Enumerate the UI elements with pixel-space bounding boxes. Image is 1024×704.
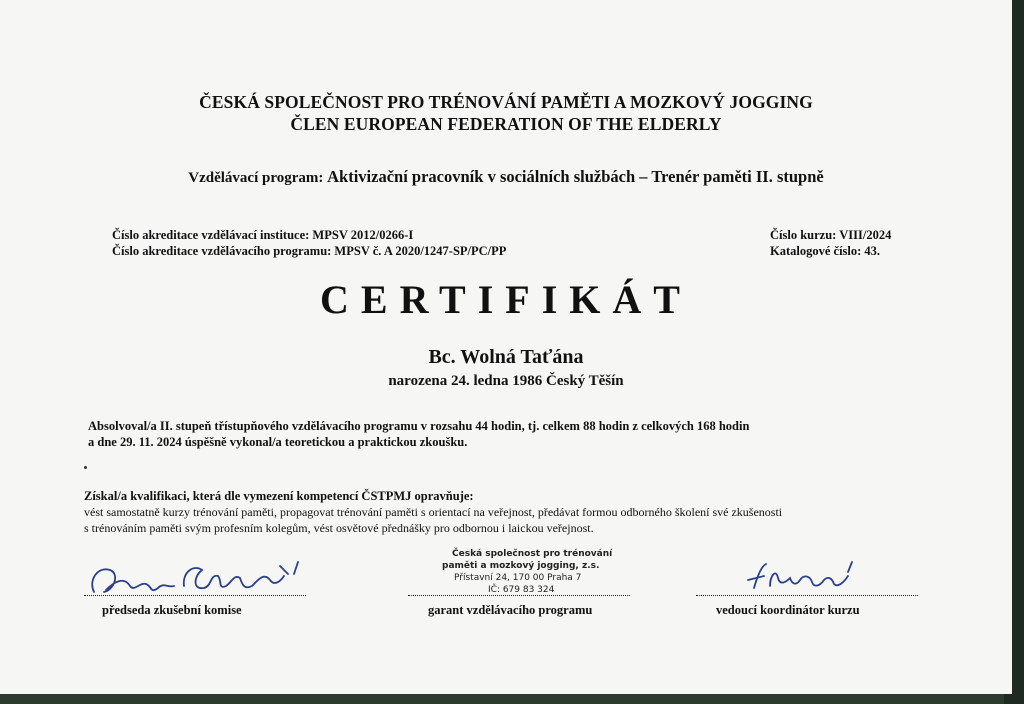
recipient-birth: narozena 24. ledna 1986 Český Těšín <box>388 373 624 389</box>
certificate-title: CERTIFIKÁT <box>320 277 692 322</box>
qualification-line-2: s trénováním paměti svým profesním kolegům, vést osvětové přednášky pro odbornou i laickou veřejnost. <box>84 521 594 535</box>
stamp-line-4: IČ: 679 83 324 <box>488 585 555 595</box>
recipient-name: Bc. Wolná Taťána <box>428 346 584 368</box>
completion-line-2: a dne 29. 11. 2024 úspěšně vykonal/a teoretickou a praktickou zkoušku. <box>88 435 468 449</box>
signature-line-left <box>84 595 306 596</box>
qualification-heading: Získal/a kvalifikaci, která dle vymezení kompetencí ČSTPMJ opravňuje: <box>84 489 474 503</box>
accreditation-program: Číslo akreditace vzdělávacího programu: MPSV č. A 2020/1247-SP/PC/PP <box>112 244 507 258</box>
signature-line-right <box>696 595 918 596</box>
stamp-line-3: Přístavní 24, 170 00 Praha 7 <box>454 573 582 583</box>
program-name: Aktivizační pracovník v sociálních službách – Trenér paměti II. stupně <box>327 167 824 186</box>
catalog-number: Katalogové číslo: 43. <box>770 244 881 258</box>
coordinator-caption: vedoucí koordinátor kurzu <box>716 603 860 617</box>
coordinator-signature <box>740 558 870 598</box>
completion-line-1: Absolvoval/a II. stupeň třístupňového vzdělávacího programu v rozsahu 44 hodin, tj. celkem 88 hodin z celkových 168 hodin <box>88 419 750 433</box>
program-label: Vzdělávací program: <box>188 170 324 186</box>
signature-line-center <box>408 595 630 596</box>
organization-membership: ČLEN EUROPEAN FEDERATION OF THE ELDERLY <box>290 114 722 134</box>
stamp-line-1: Česká společnost pro trénování <box>452 549 613 559</box>
qualification-line-1: vést samostatně kurzy trénování paměti, propagovat trénování paměti s orientací na veřejnost, předávat formou odborného školení své zkušenosti <box>84 505 783 519</box>
course-number: Číslo kurzu: VIII/2024 <box>770 228 892 242</box>
chairman-caption: předseda zkušební komise <box>102 603 242 617</box>
guarantor-caption: garant vzdělávacího programu <box>428 603 593 617</box>
stamp-line-2: paměti a mozkový jogging, z.s. <box>442 561 600 571</box>
program-line <box>0 167 1012 187</box>
organization-name: ČESKÁ SPOLEČNOST PRO TRÉNOVÁNÍ PAMĚTI A MOZKOVÝ JOGGING <box>199 92 813 112</box>
accreditation-institution: Číslo akreditace vzdělávací instituce: MPSV 2012/0266-I <box>112 228 414 242</box>
scan-speck <box>84 466 87 469</box>
